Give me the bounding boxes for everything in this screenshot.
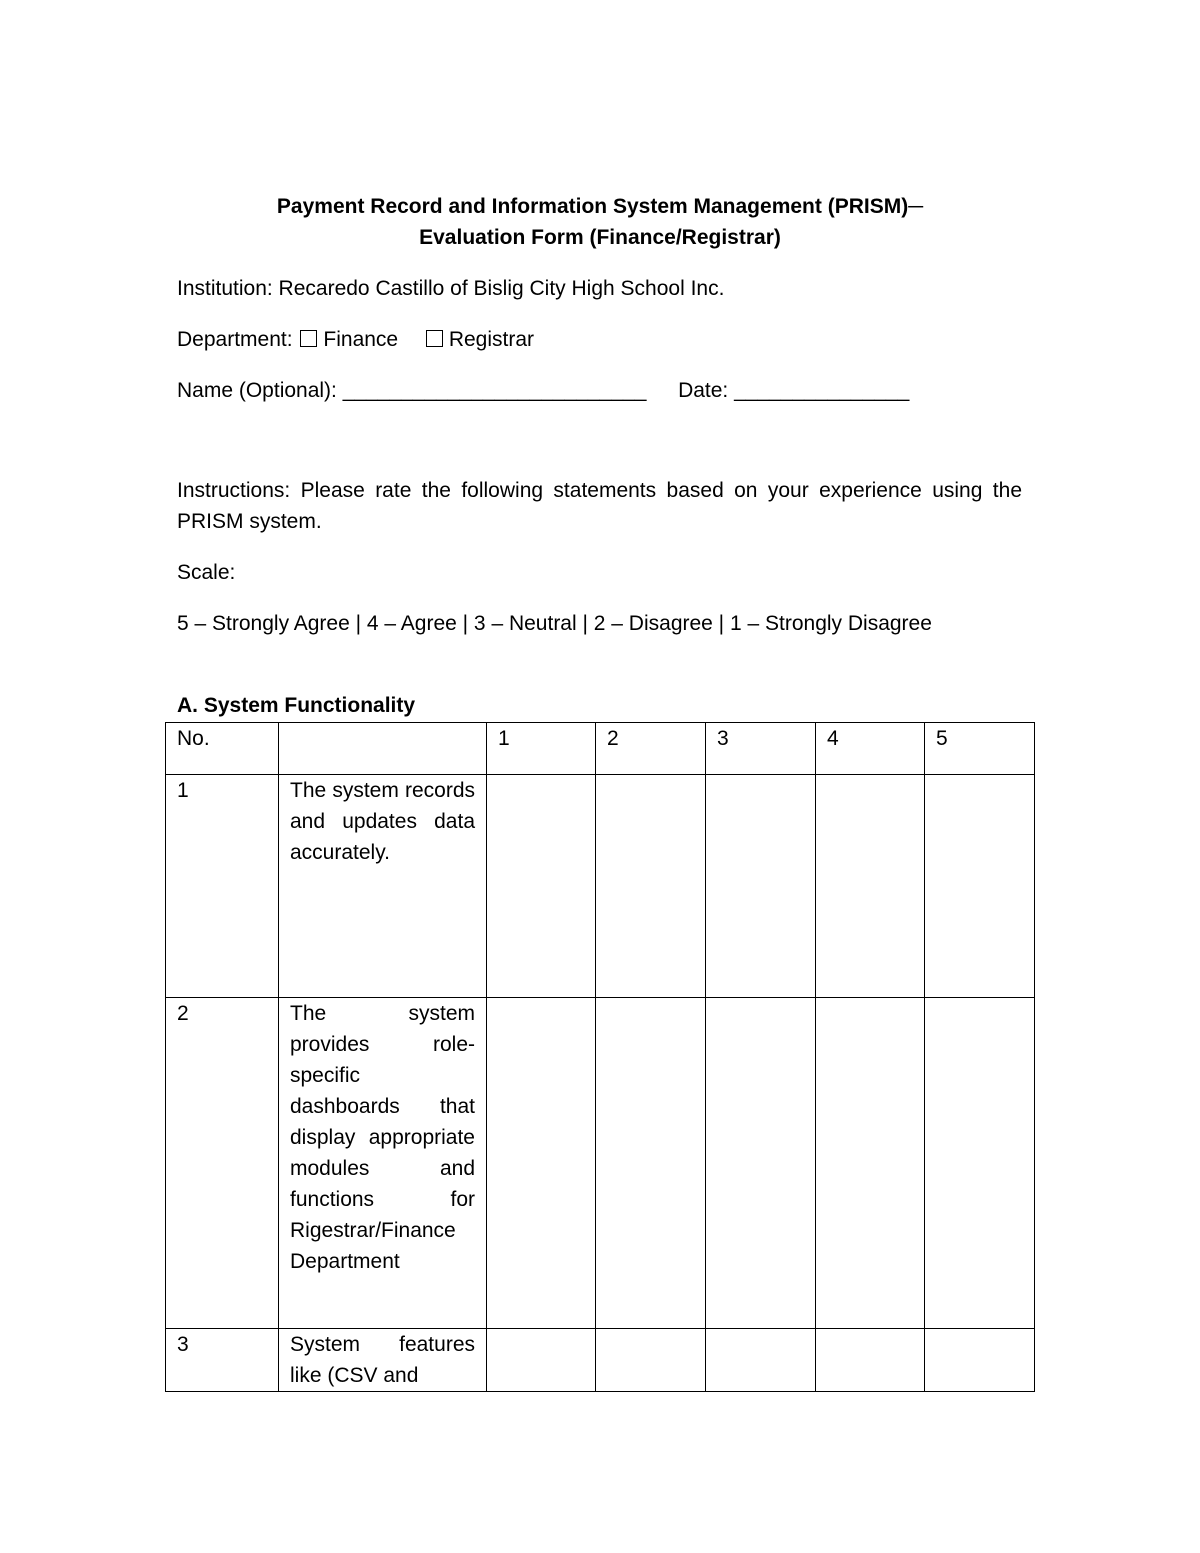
instructions-text: Instructions: Please rate the following statements based on your experience using the PRISM system. <box>177 479 1022 533</box>
header-rating-4: 4 <box>816 723 925 775</box>
name-date-line <box>177 375 1022 406</box>
scale-text: 5 – Strongly Agree | 4 – Agree | 3 – Neutral | 2 – Disagree | 1 – Strongly Disagree <box>177 612 932 635</box>
row-number: 1 <box>166 775 279 998</box>
table-row <box>166 1329 1035 1392</box>
row-number: 2 <box>166 998 279 1329</box>
name-field[interactable]: Name (Optional): __________________________ <box>177 379 647 402</box>
rating-cell-3[interactable] <box>706 775 816 998</box>
rating-cell-1[interactable] <box>487 775 596 998</box>
header-no: No. <box>166 723 279 775</box>
form-title-line-2: Evaluation Form (Finance/Registrar) <box>419 226 781 249</box>
header-statement <box>279 723 487 775</box>
rating-cell-1[interactable] <box>487 1329 596 1392</box>
row-statement: The system provides role-specific dashboards that display appropriate modules and functions for Rigestrar/Finance Department <box>279 998 487 1329</box>
rating-cell-2[interactable] <box>596 1329 706 1392</box>
registrar-option-label: Registrar <box>448 328 535 351</box>
date-field[interactable]: Date: _______________ <box>678 379 910 402</box>
section-a-heading: A. System Functionality <box>177 694 416 717</box>
registrar-checkbox[interactable] <box>426 330 443 347</box>
rating-cell-3[interactable] <box>706 998 816 1329</box>
header-rating-3: 3 <box>706 723 816 775</box>
rating-cell-2[interactable] <box>596 998 706 1329</box>
rating-cell-4[interactable] <box>816 1329 925 1392</box>
rating-cell-4[interactable] <box>816 775 925 998</box>
rating-cell-1[interactable] <box>487 998 596 1329</box>
finance-option-label: Finance <box>323 328 399 351</box>
rating-cell-2[interactable] <box>596 775 706 998</box>
table-row <box>166 998 1035 1329</box>
header-rating-1: 1 <box>487 723 596 775</box>
scale-label: Scale: <box>177 561 236 584</box>
header-rating-5: 5 <box>925 723 1035 775</box>
finance-checkbox[interactable] <box>300 330 317 347</box>
table-row <box>166 775 1035 998</box>
rating-cell-5[interactable] <box>925 998 1035 1329</box>
rating-cell-5[interactable] <box>925 775 1035 998</box>
row-number: 3 <box>166 1329 279 1392</box>
department-label: Department: <box>177 328 293 351</box>
rating-cell-5[interactable] <box>925 1329 1035 1392</box>
row-statement: System features like (CSV and <box>279 1329 487 1392</box>
rating-cell-4[interactable] <box>816 998 925 1329</box>
system-functionality-table <box>165 722 1035 1392</box>
row-statement: The system records and updates data accurately. <box>279 775 487 998</box>
header-rating-2: 2 <box>596 723 706 775</box>
form-title-line-1: Payment Record and Information System Management (PRISM)─ <box>276 195 924 218</box>
department-line <box>177 324 1022 355</box>
table-header-row <box>166 723 1035 775</box>
rating-cell-3[interactable] <box>706 1329 816 1392</box>
institution-line: Institution: Recaredo Castillo of Bislig City High School Inc. <box>177 277 725 300</box>
